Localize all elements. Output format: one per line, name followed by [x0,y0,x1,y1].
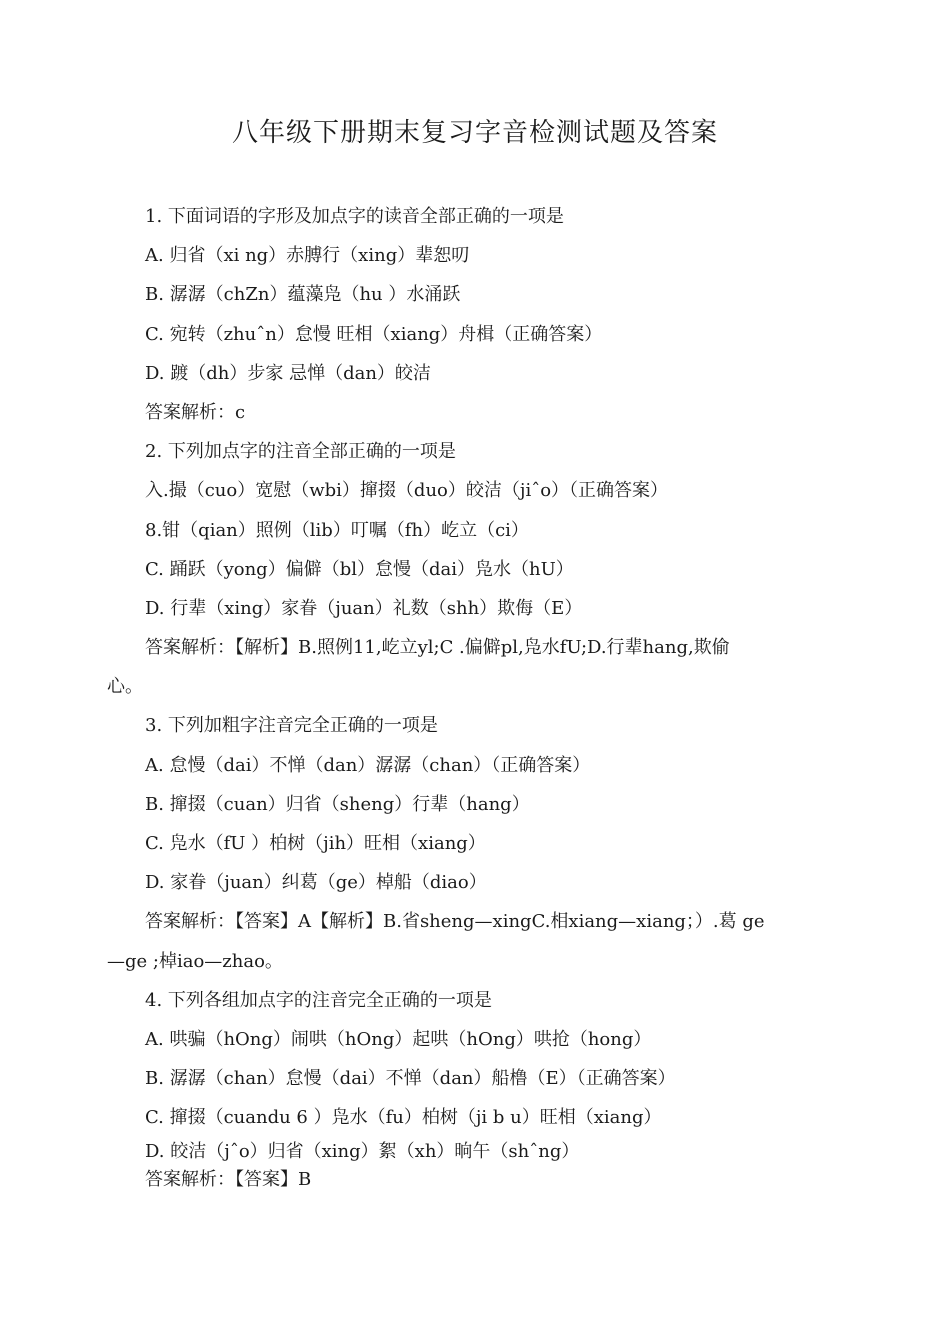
question-3-answer-continued: —ge ;棹iao—zhao。 [107,950,283,972]
question-3-answer: 答案解析：【答案】A【解析】B.省sheng—xingC.相xiang—xiang；）.葛 ge [145,911,765,933]
question-2-option-c: C. 踊跃（yong）偏僻（bl）怠慢（dai）凫水（hU） [145,558,574,580]
question-2-option-a: 入.撮（cuo）宽慰（wbi）撺掇（duo）皎洁（jiˆo）（正确答案） [145,480,669,502]
question-3-stem: 3. 下列加粗字注音完全正确的一项是 [145,715,438,737]
question-1-answer: 答案解析：c [145,401,246,423]
question-3-option-a: A. 怠慢（dai）不惮（dan）潺潺（chan）（正确答案） [145,754,591,776]
question-2-answer: 答案解析：【解析】B.照例11,屹立yl;C .偏僻pl,凫水fU;D.行辈hang,欺偷 [145,637,730,659]
question-4-option-b: B. 潺潺（chan）怠慢（dai）不惮（dan）船橹（E）（正确答案） [145,1068,676,1090]
question-4-option-c: C. 撺掇（cuandu 6 ）凫水（fu）柏树（ji b u）旺相（xiang） [145,1107,662,1129]
question-2-option-d: D. 行辈（xing）家眷（juan）礼数（shh）欺侮（E） [145,597,583,619]
document-title: 八年级下册期末复习字音检测试题及答案 [231,118,718,148]
question-2-option-b: 8.钳（qian）照例（lib）叮嘱（fh）屹立（ci） [145,519,529,541]
question-4-answer: 答案解析：【答案】B [145,1168,312,1190]
question-2-stem: 2. 下列加点字的注音全部正确的一项是 [145,441,456,463]
question-4-option-d: D. 皎洁（jˆo）归省（xing）絮（xh）晌午（shˆng） [145,1140,580,1162]
document-body [107,197,847,1194]
question-3-option-d: D. 家眷（juan）纠葛（ge）棹船（diao） [145,872,487,894]
question-1-option-c: C. 宛转（zhuˆn）怠慢 旺相（xiang）舟楫（正确答案） [145,323,603,345]
question-4-option-a: A. 哄骗（hOng）闹哄（hOng）起哄（hOng）哄抢（hong） [145,1028,652,1050]
question-4-stem: 4. 下列各组加点字的注音完全正确的一项是 [145,989,492,1011]
question-1-option-d: D. 踱（dh）步家 忌惮（dan）皎洁 [145,362,431,384]
question-3-option-c: C. 凫水（fU ）柏树（jih）旺相（xiang） [145,833,486,854]
question-1-option-a: A. 归省（xi ng）赤膊行（xing）辈恕叨 [145,245,470,267]
question-2-answer-continued: 心。 [107,676,143,698]
question-1-stem: 1. 下面词语的字形及加点字的读音全部正确的一项是 [145,206,564,227]
question-1-option-b: B. 潺潺（chZn）蕴藻凫（hu ）水涌跃 [145,284,461,306]
question-3-option-b: B. 撺掇（cuan）归省（sheng）行辈（hang） [145,793,530,815]
